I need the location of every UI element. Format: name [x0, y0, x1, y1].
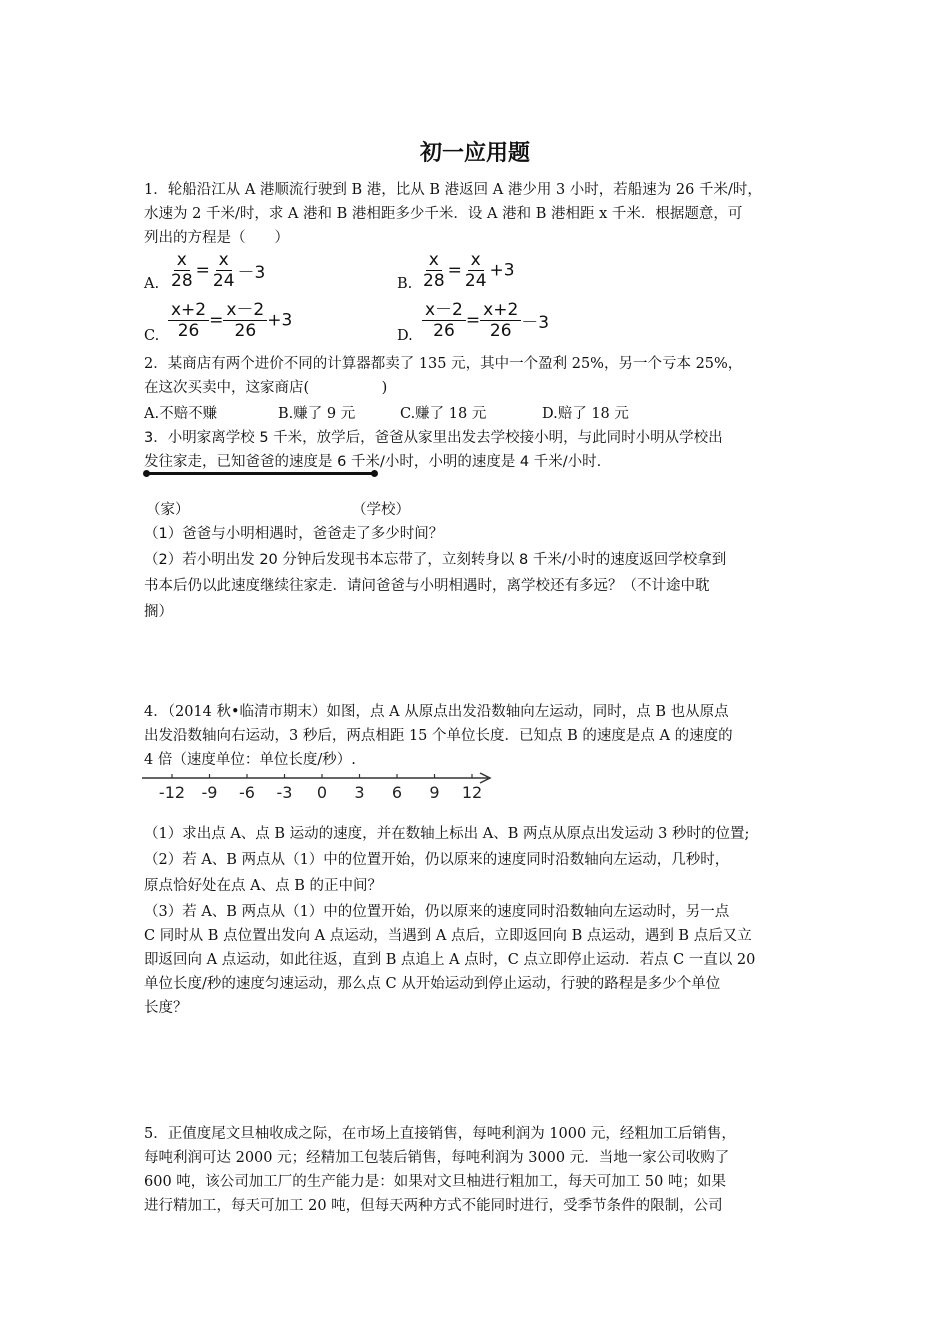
q3-sub-2: （2）若小明出发 20 分钟后发现书本忘带了，立刻转身以 8 千米/小时的速度返回学校拿到: [144, 552, 727, 568]
number-line-tick-label: 12: [461, 783, 483, 802]
q3-sub-1: （1）爸爸与小明相遇时，爸爸走了多少时间？: [144, 526, 444, 542]
home-label: （家）: [146, 502, 190, 518]
number-line-tick-label: -6: [239, 783, 255, 802]
q4-sub-2: （2）若 A、B 两点从（1）中的位置开始，仍以原来的速度同时沿数轴向左运动，几秒时，: [144, 852, 730, 868]
q5-line-4: 进行精加工，每天可加工 20 吨，但每天两种方式不能同时进行，受季节条件的限制，公司: [144, 1198, 723, 1214]
q3-sub-3: 书本后仍以此速度继续往家走．请问爸爸与小明相遇时，离学校还有多远？（不计途中耽: [144, 578, 710, 594]
q4-sub-8: 长度？: [144, 1000, 188, 1016]
q1-option-b-formula: $\frac{x}{28}$ = $\frac{x}{24}$ +3: [423, 250, 515, 291]
q5-line-3: 600 吨，该公司加工厂的生产能力是：如果对文旦柚进行粗加工，每天可加工 50 吨；如果: [144, 1174, 726, 1190]
number-line-tick-label: 9: [429, 783, 440, 802]
q2-option-c: C.赚了 18 元: [400, 406, 487, 422]
number-line-tick-label: -9: [201, 783, 218, 802]
q1-option-a-formula: $\frac{x}{28}$ = $\frac{x}{24}$ －3: [171, 250, 266, 291]
q4-sub-1: （1）求出点 A、点 B 运动的速度，并在数轴上标出 A、B 两点从原点出发运动 3 秒时的位置;: [144, 826, 750, 842]
q5-line-1: 5．正值度尾文旦柚收成之际，在市场上直接销售，每吨利润为 1000 元，经粗加工后销售，: [144, 1126, 736, 1142]
q1-option-a-label: A.: [144, 276, 160, 292]
number-line-tick-label: 6: [391, 783, 403, 802]
q1-option-d-label: D.: [397, 328, 413, 344]
q2-line-2: 在这次买卖中，这家商店( ): [144, 380, 388, 396]
number-line-tick-label: 0: [316, 783, 328, 802]
q1-option-b-label: B.: [397, 276, 413, 292]
q1-option-c-label: C.: [144, 328, 160, 344]
q4-sub-6: 即返回向 A 点运动，如此往返，直到 B 点追上 A 点时，C 点立即停止运动．若点 C 一直以 20: [144, 952, 756, 968]
q5-line-2: 每吨利润可达 2000 元；经精加工包装后销售，每吨利润为 3000 元．当地一家公司收购了: [144, 1150, 730, 1166]
q3-line-1: 3．小明家离学校 5 千米，放学后，爸爸从家里出发去学校接小明，与此同时小明从学校出: [144, 430, 723, 446]
home-point: [143, 470, 150, 477]
page-title: 初一应用题: [419, 141, 530, 166]
q1-line-3: 列出的方程是（ ）: [144, 230, 289, 246]
q4-sub-5: C 同时从 B 点位置出发向 A 点运动，当遇到 A 点后，立即返回向 B 点运动，遇到 B 点后又立: [144, 928, 752, 944]
number-line: [140, 770, 500, 806]
q4-line-3: 4 倍（速度单位：单位长度/秒）.: [144, 752, 356, 768]
q3-sub-4: 搁）: [144, 604, 173, 620]
q2-line-1: 2．某商店有两个进价不同的计算器都卖了 135 元，其中一个盈利 25%，另一个亏本 25%，: [144, 356, 743, 372]
q4-line-1: 4．（2014 秋•临清市期末）如图，点 A 从原点出发沿数轴向左运动，同时，点 B 也从原点: [144, 704, 729, 720]
q4-sub-3: 原点恰好处在点 A、点 B 的正中间？: [144, 878, 382, 894]
q1-line-1: 1．轮船沿江从 A 港顺流行驶到 B 港，比从 B 港返回 A 港少用 3 小时，若船速为 26 千米/时，: [144, 182, 762, 198]
number-line-tick-label: -12: [158, 783, 186, 802]
q4-line-2: 出发沿数轴向右运动，3 秒后，两点相距 15 个单位长度．已知点 B 的速度是点 A 的速度的: [144, 728, 733, 744]
number-line-tick-label: 3: [354, 783, 365, 802]
q4-sub-4: （3）若 A、B 两点从（1）中的位置开始，仍以原来的速度同时沿数轴向左运动时，另一点: [144, 904, 730, 920]
school-point: [371, 470, 378, 477]
q3-line-2: 发往家走，已知爸爸的速度是 6 千米/小时，小明的速度是 4 千米/小时.: [144, 454, 602, 470]
q4-sub-7: 单位长度/秒的速度匀速运动，那么点 C 从开始运动到停止运动，行驶的路程是多少个单位: [144, 976, 721, 992]
q2-option-d: D.赔了 18 元: [542, 406, 629, 422]
q1-option-c-formula: $\frac{x+2}{26}$ = $\frac{x-2}{26}$ +3: [168, 300, 292, 341]
q1-line-2: 水速为 2 千米/时，求 A 港和 B 港相距多少千米．设 A 港和 B 港相距 x 千米．根据题意，可: [144, 206, 743, 222]
number-line-tick-label: -3: [276, 783, 293, 802]
home-school-segment: [146, 472, 374, 475]
q2-option-b: B.赚了 9 元: [278, 406, 356, 422]
school-label: （学校）: [352, 502, 410, 518]
q1-option-d-formula: $\frac{x-2}{26}$ = $\frac{x+2}{26}$ －3: [422, 300, 549, 341]
q2-option-a: A.不赔不赚: [144, 406, 218, 422]
